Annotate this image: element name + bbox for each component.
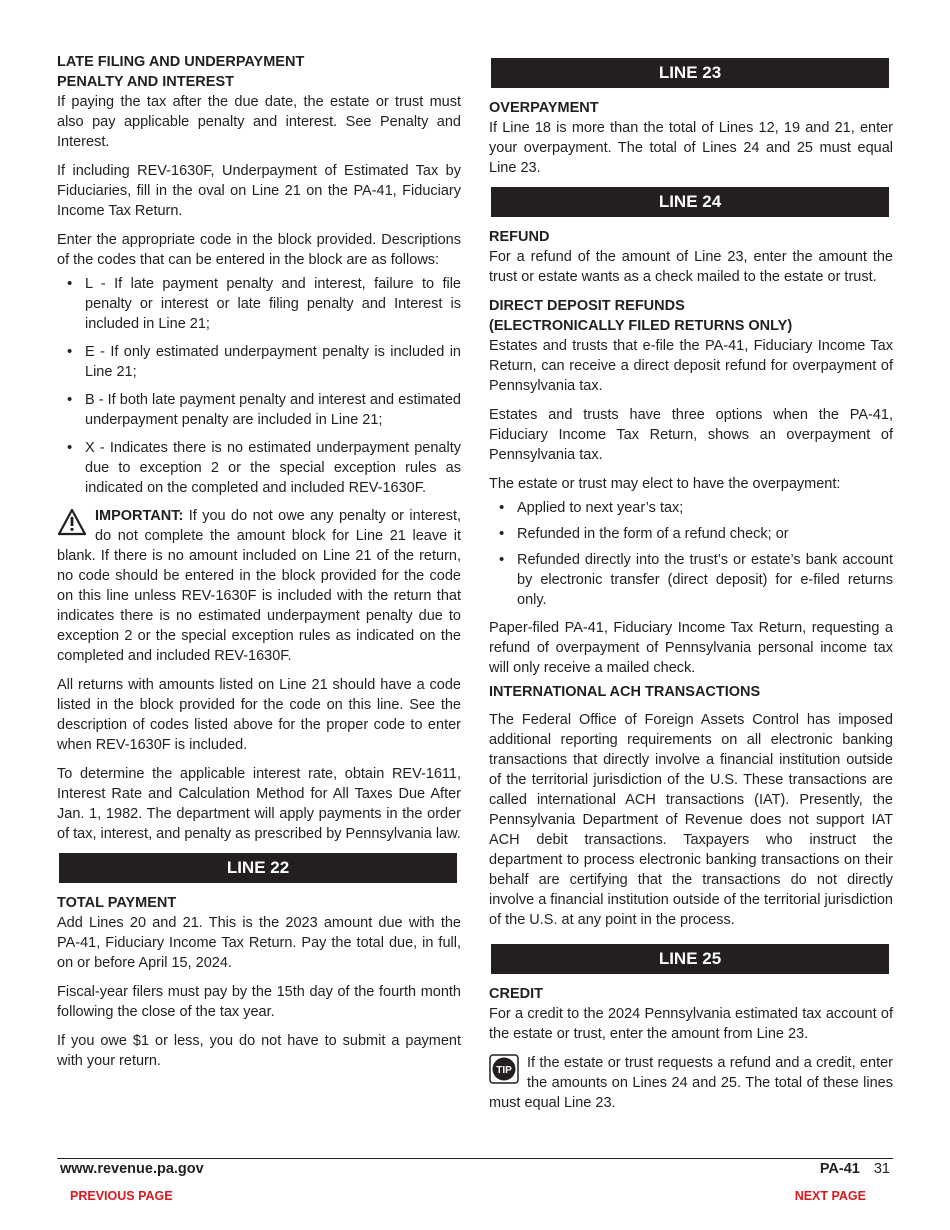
late-filing-paragraph-1: If paying the tax after the due date, the estate or trust must also pay applicable penalty and interest. See Penalty and Interest. bbox=[57, 94, 461, 150]
tip-icon bbox=[489, 1054, 519, 1084]
late-filing-paragraph-5: To determine the applicable interest rate, obtain REV-1611, Interest Rate and Calculation Method for All Taxes Due After Jan. 1, 1982. The department will apply payments in the order of tax, interest, and penalty as prescribed by Pennsylvania law. bbox=[57, 766, 461, 842]
line-23-bar: LINE 23 bbox=[491, 58, 889, 88]
line-25-bar: LINE 25 bbox=[491, 944, 889, 974]
direct-deposit-heading: DIRECT DEPOSIT REFUNDS (ELECTRONICALLY FILED RETURNS ONLY) bbox=[489, 298, 793, 334]
line-22-paragraph-3: If you owe $1 or less, you do not have to submit a payment with your return. bbox=[57, 1033, 461, 1069]
line-24-paragraph-2: Estates and trusts that e-file the PA-41, Fiduciary Income Tax Return, can receive a direct deposit refund for overpayment of Pennsylvania tax. bbox=[489, 338, 893, 394]
important-text: If you do not owe any penalty or interest, do not complete the amount block for Line 21 leave it blank. If there is no amount included on Line 21 of the return, no code should be entered in the block provided for the code on this line unless REV-1630F is included with the return that indicates there is no estimated underpayment penalty due to exception 2 or the special exception rules as indicated on the completed and included REV-1630F. bbox=[57, 508, 461, 664]
list-item: • B - If both late payment penalty and interest and estimated underpayment penalty are included in Line 21; bbox=[57, 390, 461, 430]
warning-triangle-icon bbox=[57, 508, 87, 536]
credit-heading: CREDIT bbox=[489, 986, 543, 1002]
line-22-paragraph-2: Fiscal-year filers must pay by the 15th day of the fourth month following the close of the tax year. bbox=[57, 984, 461, 1020]
late-filing-paragraph-3: Enter the appropriate code in the block provided. Descriptions of the codes that can be entered in the block are as follows: bbox=[57, 232, 461, 268]
list-item: • X - Indicates there is no estimated underpayment penalty due to exception 2 or the special exception rules as indicated on the completed and included REV-1630F. bbox=[57, 438, 461, 498]
penalty-code-list bbox=[57, 274, 461, 498]
page-number: 31 bbox=[873, 1161, 890, 1177]
left-column bbox=[57, 52, 461, 1080]
important-note bbox=[57, 506, 461, 666]
refund-heading: REFUND bbox=[489, 229, 550, 245]
footer-form-name: PA-41 bbox=[819, 1161, 860, 1177]
line-22-paragraph-1: Add Lines 20 and 21. This is the 2023 amount due with the PA-41, Fiduciary Income Tax Return. Pay the total due, in full, on or before April 15, 2024. bbox=[57, 915, 461, 971]
footer-page-info bbox=[820, 1161, 890, 1177]
total-payment-heading: TOTAL PAYMENT bbox=[57, 895, 177, 911]
previous-page-link[interactable]: PREVIOUS PAGE bbox=[70, 1189, 173, 1203]
next-page-link[interactable]: NEXT PAGE bbox=[794, 1189, 866, 1203]
important-label: IMPORTANT: bbox=[95, 508, 184, 524]
list-item: • Refunded directly into the trust’s or estate’s bank account by electronic transfer (direct deposit) for e-filed returns only. bbox=[489, 550, 893, 610]
list-item: • Refunded in the form of a refund check; or bbox=[489, 524, 893, 544]
list-item: • Applied to next year’s tax; bbox=[489, 498, 893, 518]
late-filing-heading: LATE FILING AND UNDERPAYMENT PENALTY AND INTEREST bbox=[57, 54, 305, 90]
line-24-paragraph-1: For a refund of the amount of Line 23, enter the amount the trust or estate wants as a check mailed to the estate or trust. bbox=[489, 249, 893, 285]
late-filing-paragraph-2: If including REV-1630F, Underpayment of Estimated Tax by Fiduciaries, fill in the oval on Line 21 on the PA-41, Fiduciary Income Tax Return. bbox=[57, 163, 461, 219]
line-24-paragraph-5: Paper-filed PA-41, Fiduciary Income Tax Return, requesting a refund of overpayment of Pennsylvania personal income tax will only receive a mailed check. bbox=[489, 620, 893, 676]
list-item: • L - If late payment penalty and interest, failure to file penalty or interest or late filing penalty and Interest is included in Line 21; bbox=[57, 274, 461, 334]
tip-icon-label: TIP bbox=[496, 1065, 512, 1076]
line-23-paragraph-1: If Line 18 is more than the total of Lines 12, 19 and 21, enter your overpayment. The total of Lines 24 and 25 must equal Line 23. bbox=[489, 120, 893, 176]
iat-heading: INTERNATIONAL ACH TRANSACTIONS bbox=[489, 684, 761, 700]
tip-note bbox=[489, 1053, 893, 1113]
line-25-paragraph-1: For a credit to the 2024 Pennsylvania estimated tax account of the estate or trust, enter the amount from Line 23. bbox=[489, 1006, 893, 1042]
footer-divider bbox=[57, 1158, 893, 1159]
line-22-bar: LINE 22 bbox=[59, 853, 457, 883]
overpayment-options-list bbox=[489, 498, 893, 610]
line-24-paragraph-3: Estates and trusts have three options when the PA-41, Fiduciary Income Tax Return, shows an overpayment of Pennsylvania tax. bbox=[489, 407, 893, 463]
late-filing-paragraph-4: All returns with amounts listed on Line 21 should have a code listed in the block provided for the code on this line. See the description of codes listed above for the proper code to enter when REV-1630F is included. bbox=[57, 677, 461, 753]
tip-text: If the estate or trust requests a refund and a credit, enter the amounts on Lines 24 and 25. The total of these lines must equal Line 23. bbox=[489, 1055, 893, 1111]
right-column bbox=[489, 58, 893, 1122]
line-24-paragraph-6: The Federal Office of Foreign Assets Control has imposed additional reporting requirements on all electronic banking transactions that directly involve a financial institution outside of the territorial jurisdiction of the U.S. These transactions are called international ACH transactions (IAT). Presently, the Pennsylvania Department of Revenue does not support IAT ACH debit transactions. Taxpayers who instruct the department to process electronic banking transactions on their behalf are certifying that the transactions do not directly involve a financial institution outside of the territorial jurisdiction of the U.S. at any point in the process. bbox=[489, 712, 893, 928]
line-24-bar: LINE 24 bbox=[491, 187, 889, 217]
footer-url: www.revenue.pa.gov bbox=[60, 1161, 204, 1177]
overpayment-heading: OVERPAYMENT bbox=[489, 100, 599, 116]
line-24-paragraph-4: The estate or trust may elect to have the overpayment: bbox=[489, 476, 841, 492]
list-item: • E - If only estimated underpayment penalty is included in Line 21; bbox=[57, 342, 461, 382]
